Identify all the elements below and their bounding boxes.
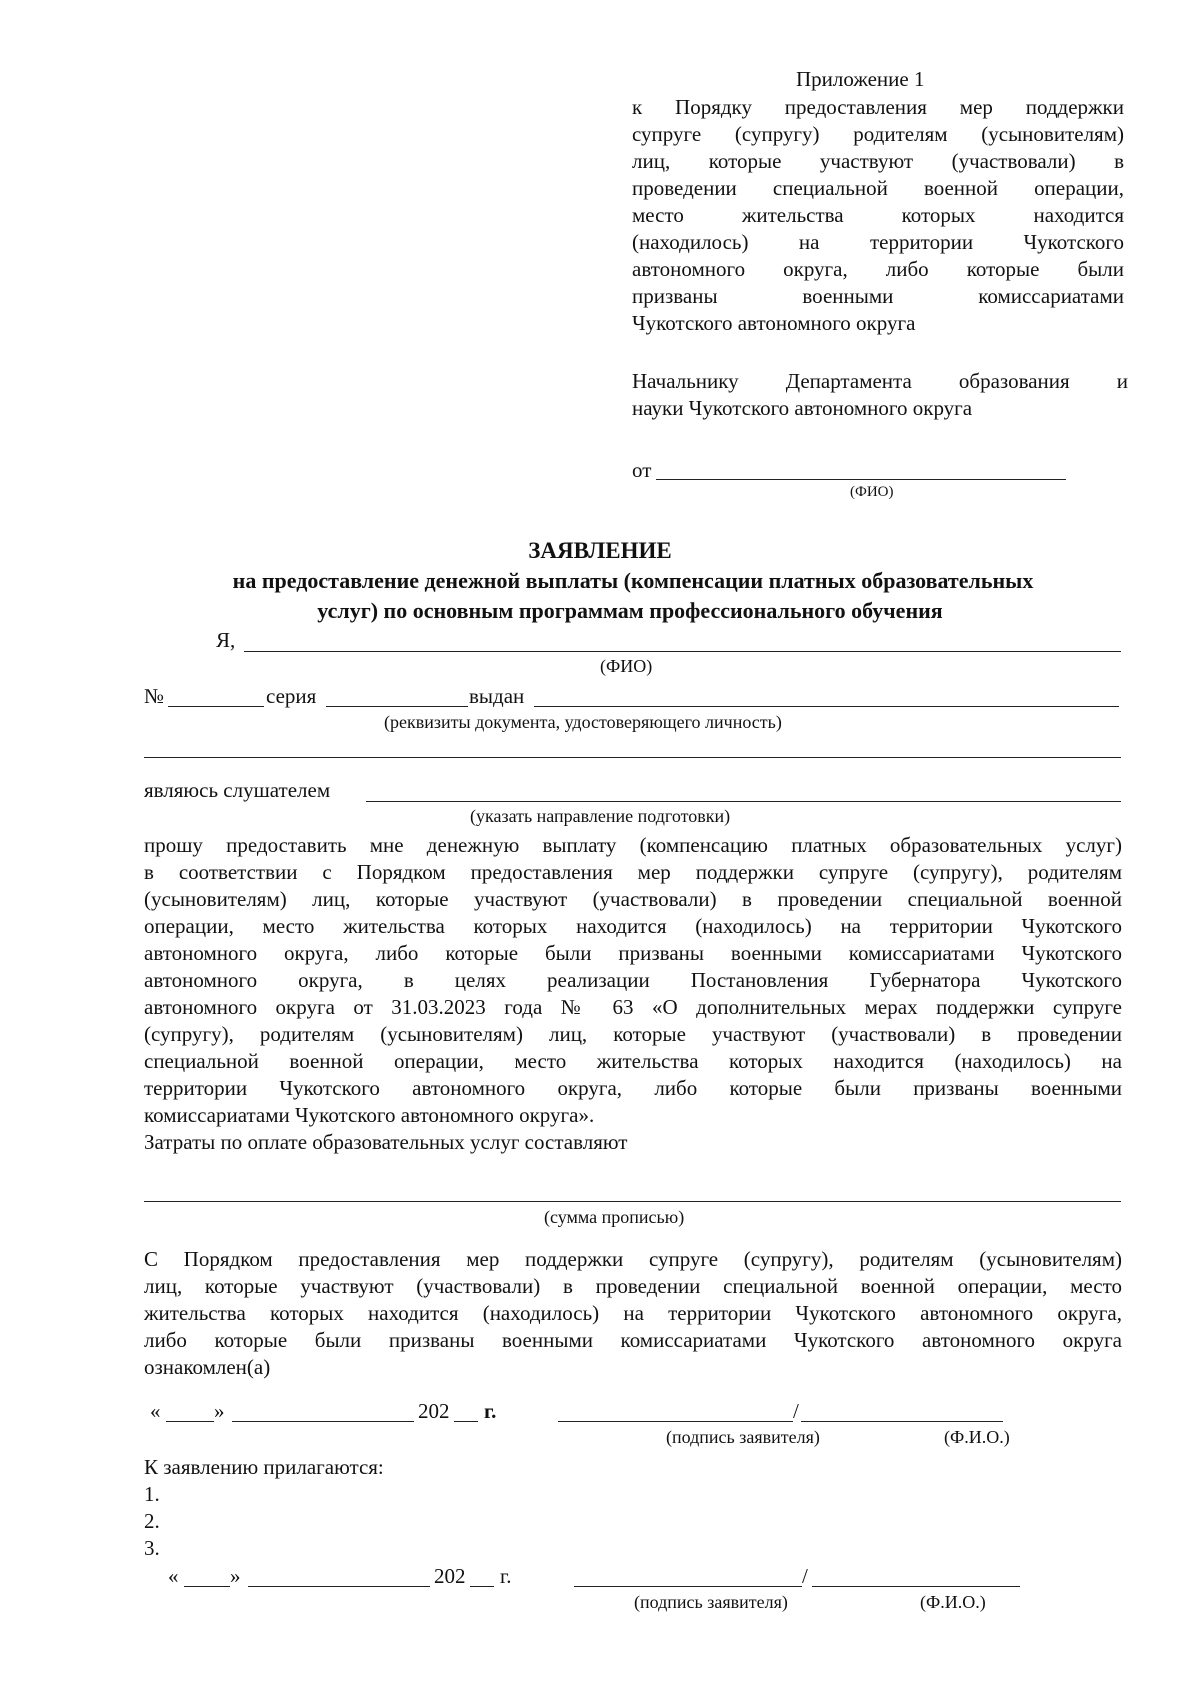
appendix-title: Приложение 1 xyxy=(796,67,925,91)
body-line: автономного округа, либо которые были призваны военными комиссариатами Чукотского xyxy=(144,941,1122,965)
body-line: (супругу), родителям (усыновителям) лиц, которые участвуют (участвовали) в проведении xyxy=(144,1022,1122,1046)
day-field[interactable] xyxy=(166,1421,214,1422)
year-prefix: 202 xyxy=(418,1399,450,1423)
body-line: прошу предоставить мне денежную выплату (компенсацию платных образовательных услуг) xyxy=(144,833,1122,857)
ack-line: либо которые были призваны военными комиссариатами Чукотского автономного округа xyxy=(144,1328,1122,1352)
series-label: серия xyxy=(266,684,317,708)
year-field[interactable] xyxy=(470,1586,494,1587)
slash: / xyxy=(802,1564,808,1588)
year-field[interactable] xyxy=(454,1421,478,1422)
body-line: (усыновителям) лиц, которые участвуют (участвовали) в проведении специальной военной xyxy=(144,887,1122,911)
appendix-line: (находилось) на территории Чукотского xyxy=(632,230,1124,254)
body-line: автономного округа от 31.03.2023 года № 63 «О дополнительных мерах поддержки супруге xyxy=(144,995,1122,1019)
document-subtitle: услуг) по основным программам профессионального обучения xyxy=(317,598,943,623)
doc-caption: (реквизиты документа, удостоверяющего личность) xyxy=(384,712,782,732)
body-line: в соответствии с Порядком предоставления мер поддержки супруге (супругу), родителям xyxy=(144,860,1122,884)
quote-open: « xyxy=(168,1564,179,1588)
appendix-line: Чукотского автономного округа xyxy=(632,311,916,335)
year-suffix: г. xyxy=(500,1564,512,1588)
appendix-line: к Порядку предоставления мер поддержки xyxy=(632,95,1124,119)
appendix-line: проведении специальной военной операции, xyxy=(632,176,1124,200)
month-field[interactable] xyxy=(248,1586,430,1587)
ack-line: С Порядком предоставления мер поддержки супруге (супругу), родителям (усыновителям) xyxy=(144,1247,1122,1271)
appendix-line: автономного округа, либо которые были xyxy=(632,257,1124,281)
ack-line: ознакомлен(а) xyxy=(144,1355,271,1379)
signature-fio-caption: (Ф.И.О.) xyxy=(920,1592,986,1612)
signature-caption: (подпись заявителя) xyxy=(666,1427,820,1447)
signature-field[interactable] xyxy=(574,1586,802,1587)
quote-open: « xyxy=(150,1399,161,1423)
body-line: специальной военной операции, место жительства которых находится (находилось) на xyxy=(144,1049,1122,1073)
direction-caption: (указать направление подготовки) xyxy=(470,806,731,826)
document-subtitle: на предоставление денежной выплаты (компенсации платных образовательных xyxy=(232,568,1034,593)
from-fio-caption: (ФИО) xyxy=(850,484,894,500)
document-title: ЗАЯВЛЕНИЕ xyxy=(528,538,672,563)
body-line: операции, место жительства которых находится (находилось) на территории Чукотского xyxy=(144,914,1122,938)
slash: / xyxy=(793,1399,799,1423)
attachment-item: 3. xyxy=(144,1536,160,1560)
body-line: территории Чукотского автономного округа, либо которые были призваны военными xyxy=(144,1076,1122,1100)
sum-field[interactable] xyxy=(144,1201,1121,1202)
attachment-item: 1. xyxy=(144,1482,160,1506)
signature-caption: (подпись заявителя) xyxy=(634,1592,788,1612)
signature-field[interactable] xyxy=(558,1421,793,1422)
applicant-fio-caption: (ФИО) xyxy=(600,656,653,676)
doc-number-field[interactable] xyxy=(168,706,264,707)
direction-field[interactable] xyxy=(366,801,1121,802)
from-label: от xyxy=(632,458,652,482)
body-line: комиссариатами Чукотского автономного округа». xyxy=(144,1103,595,1127)
signature-fio-caption: (Ф.И.О.) xyxy=(944,1427,1010,1447)
student-label: являюсь слушателем xyxy=(144,778,331,802)
ya-label: Я, xyxy=(216,628,236,652)
from-fio-field[interactable] xyxy=(656,479,1066,480)
body-line: автономного округа, в целях реализации Постановления Губернатора Чукотского xyxy=(144,968,1122,992)
costs-label: Затраты по оплате образовательных услуг составляют xyxy=(144,1130,628,1154)
issued-label: выдан xyxy=(469,684,525,708)
appendix-line: призваны военными комиссариатами xyxy=(632,284,1124,308)
quote-close: » xyxy=(230,1564,241,1588)
year-suffix: г. xyxy=(484,1399,497,1423)
attachments-label: К заявлению прилагаются: xyxy=(144,1455,384,1479)
attachment-item: 2. xyxy=(144,1509,160,1533)
doc-issued-field[interactable] xyxy=(534,706,1119,707)
sum-caption: (сумма прописью) xyxy=(544,1207,685,1227)
signature-fio-field[interactable] xyxy=(812,1586,1020,1587)
number-label: № xyxy=(144,684,165,708)
addressee-line: Начальнику Департамента образования и xyxy=(632,369,1128,393)
applicant-fio-field[interactable] xyxy=(244,651,1121,652)
appendix-line: лиц, которые участвуют (участвовали) в xyxy=(632,149,1124,173)
appendix-line: супруге (супругу) родителям (усыновителям) xyxy=(632,122,1124,146)
addressee-line: науки Чукотского автономного округа xyxy=(632,396,973,420)
doc-series-field[interactable] xyxy=(326,706,468,707)
doc-extra-field[interactable] xyxy=(144,757,1121,758)
signature-fio-field[interactable] xyxy=(801,1421,1003,1422)
year-prefix: 202 xyxy=(434,1564,466,1588)
day-field[interactable] xyxy=(184,1586,230,1587)
quote-close: » xyxy=(214,1399,225,1423)
appendix-line: место жительства которых находится xyxy=(632,203,1124,227)
ack-line: жительства которых находится (находилось) на территории Чукотского автономного округа, xyxy=(144,1301,1122,1325)
ack-line: лиц, которые участвуют (участвовали) в проведении специальной военной операции, место xyxy=(144,1274,1122,1298)
month-field[interactable] xyxy=(232,1421,414,1422)
